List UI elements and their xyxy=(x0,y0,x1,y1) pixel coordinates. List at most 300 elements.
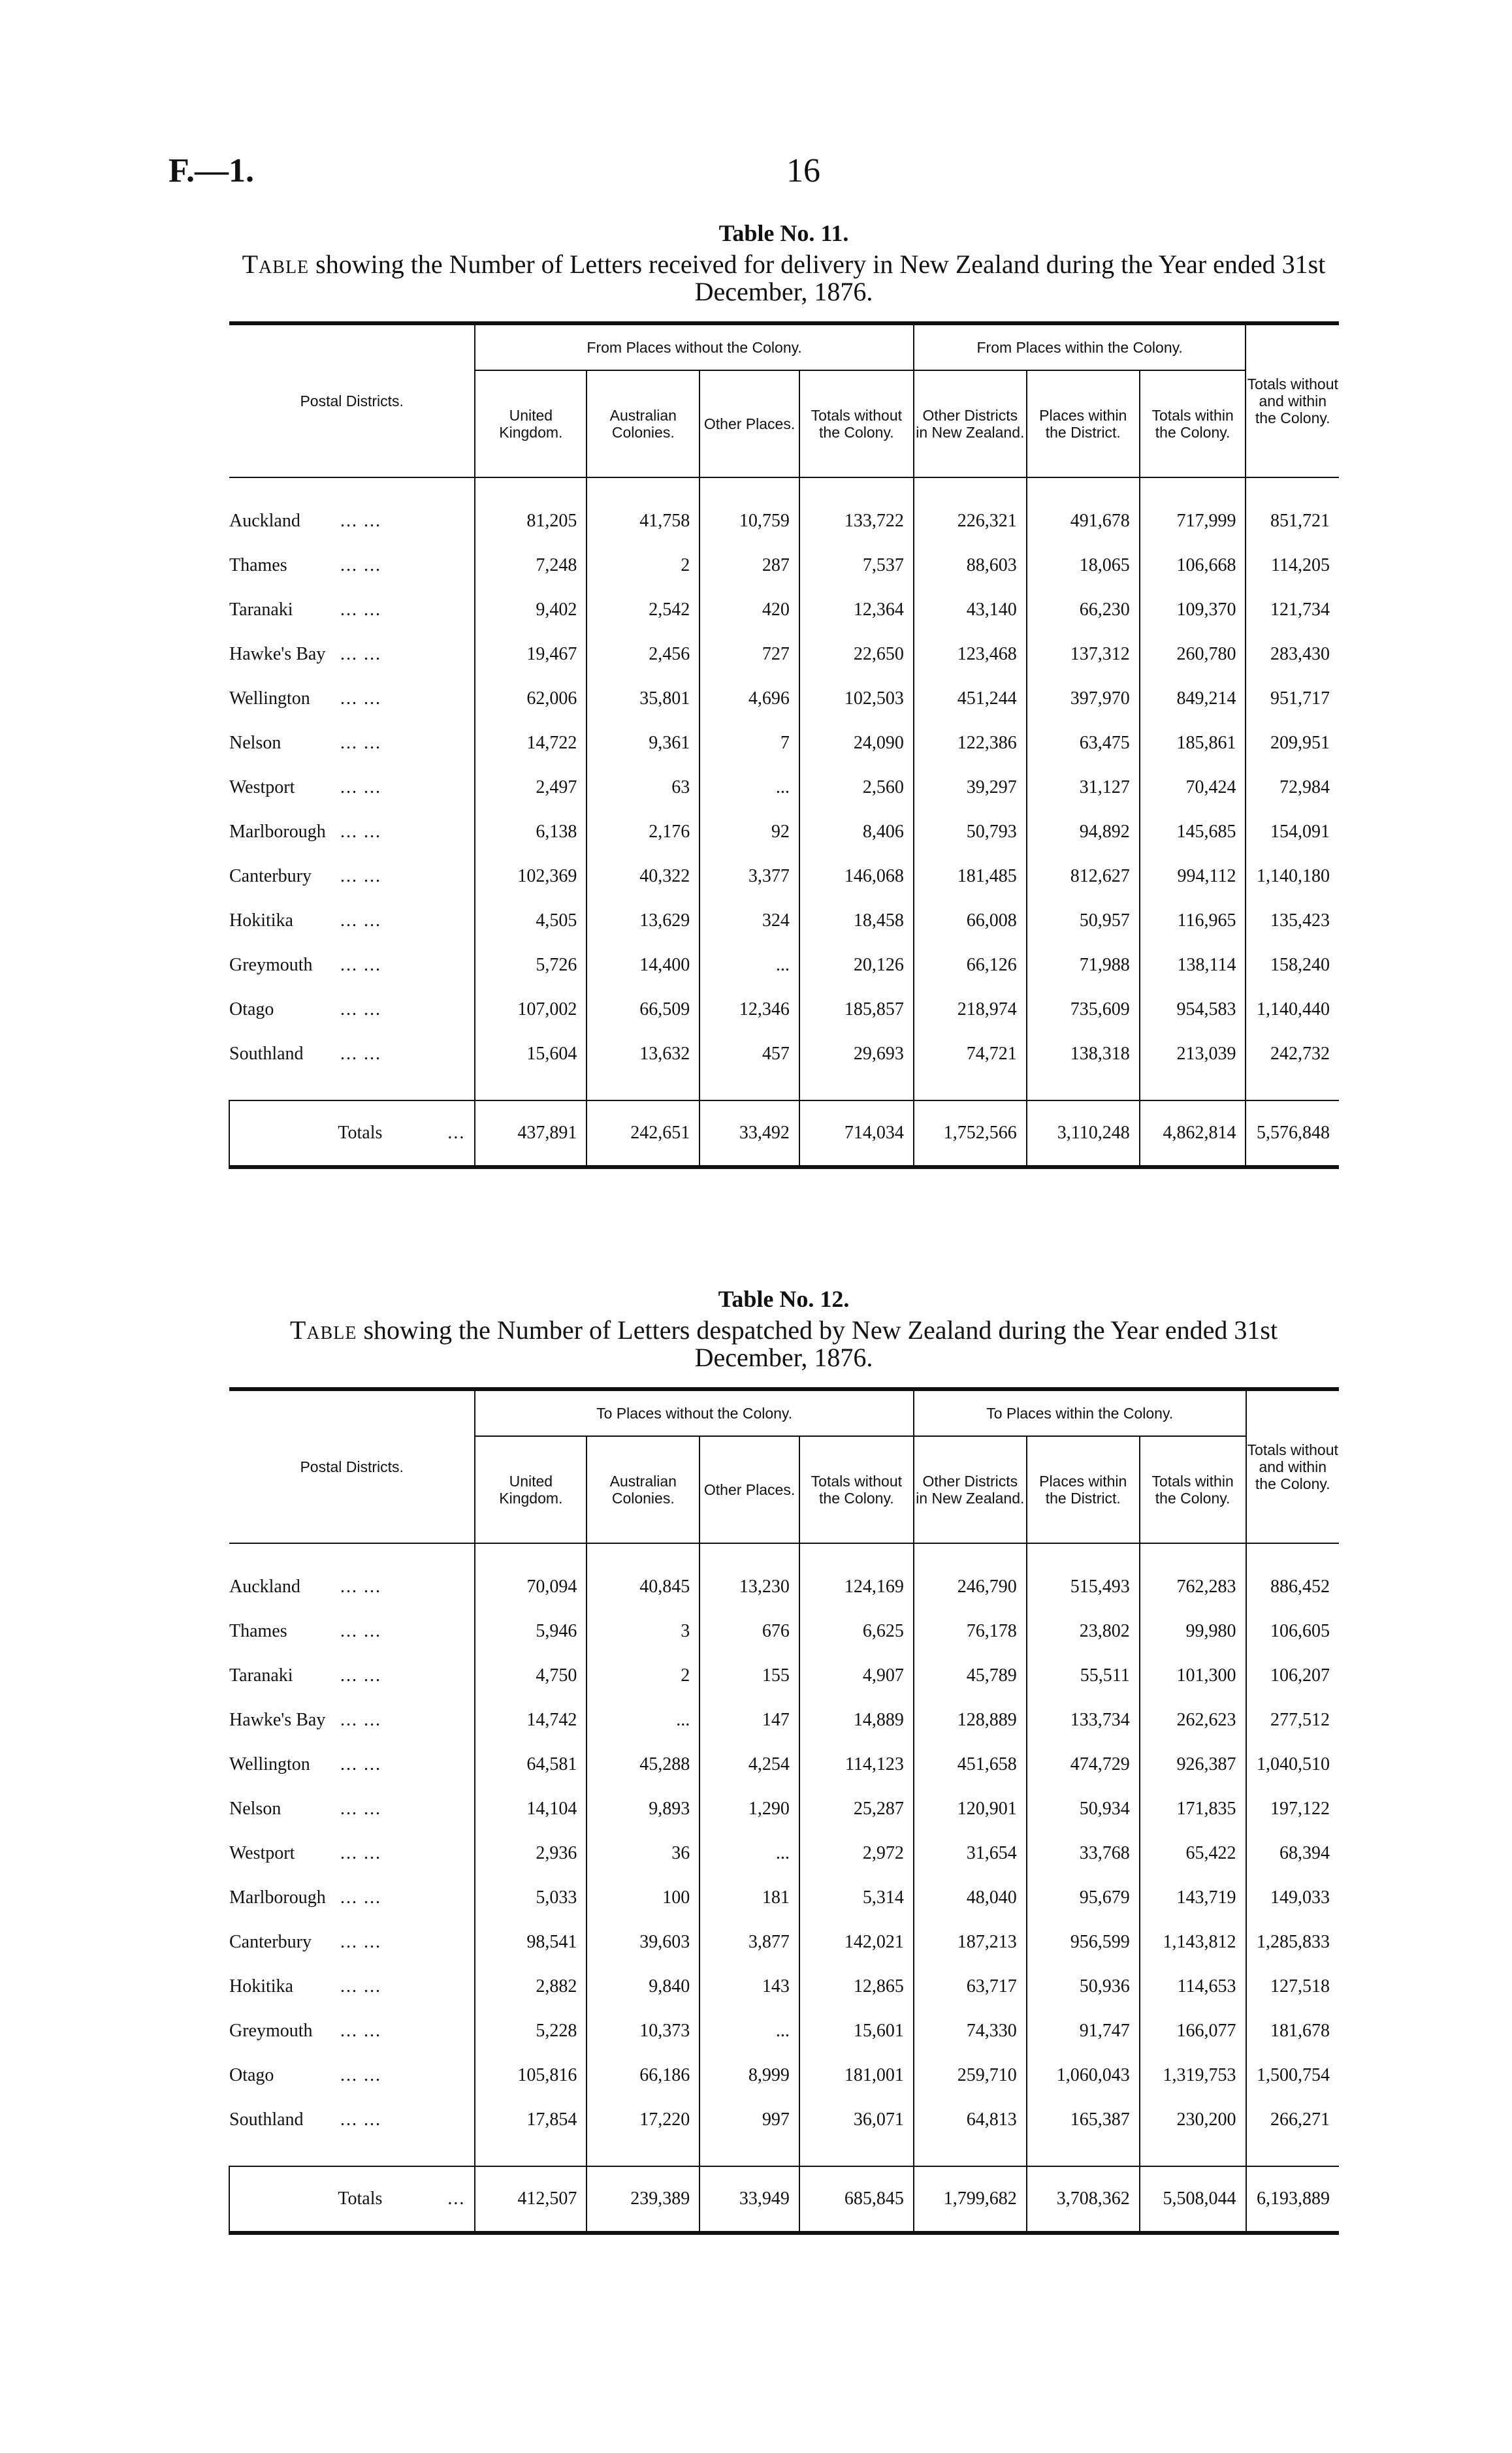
table-row xyxy=(229,943,1339,987)
leader-dots: ... ... xyxy=(340,733,381,753)
cell-other-districts: 48,040 xyxy=(914,1876,1027,1920)
cell-united-kingdom: 6,138 xyxy=(475,810,587,854)
district-cell xyxy=(229,632,475,677)
cell-totals-within: 101,300 xyxy=(1140,1654,1246,1698)
table-row xyxy=(229,1032,1339,1076)
cell-totals-within: 143,719 xyxy=(1140,1876,1246,1920)
cell-places-within-district: 18,065 xyxy=(1027,543,1140,588)
cell-places-within-district: 63,475 xyxy=(1027,721,1140,765)
table-row xyxy=(229,1964,1339,2009)
cell-places-within-district: 50,934 xyxy=(1027,1787,1140,1831)
cell-totals-without: 8,406 xyxy=(799,810,914,854)
cell-united-kingdom: 14,104 xyxy=(475,1787,587,1831)
cell-places-within-district: 33,768 xyxy=(1027,1831,1140,1876)
district-cell xyxy=(229,854,475,899)
leader-dots: ... ... xyxy=(340,1577,381,1597)
cell-places-within-district: 515,493 xyxy=(1027,1565,1140,1609)
total-places-within-district: 3,110,248 xyxy=(1027,1100,1140,1167)
cell-totals-without: 12,865 xyxy=(799,1964,914,2009)
cell-grand-total: 1,500,754 xyxy=(1246,2053,1340,2098)
cell-totals-within: 138,114 xyxy=(1140,943,1246,987)
cell-grand-total: 277,512 xyxy=(1246,1698,1340,1742)
cell-united-kingdom: 14,742 xyxy=(475,1698,587,1742)
cell-australian-colonies: ... xyxy=(587,1698,700,1742)
cell-places-within-district: 812,627 xyxy=(1027,854,1140,899)
cell-totals-within: 185,861 xyxy=(1140,721,1246,765)
district-name: Hokitika xyxy=(229,1976,293,1996)
leader-dots: ... ... xyxy=(340,644,381,664)
district-cell xyxy=(229,1609,475,1654)
cell-totals-within: 260,780 xyxy=(1140,632,1246,677)
col-places-within-district: Places within the District. xyxy=(1027,1436,1140,1543)
cell-other-districts: 181,485 xyxy=(914,854,1027,899)
cell-other-districts: 50,793 xyxy=(914,810,1027,854)
district-name: Wellington xyxy=(229,1754,310,1774)
cell-totals-within: 114,653 xyxy=(1140,1964,1246,2009)
cell-totals-without: 142,021 xyxy=(799,1920,914,1964)
cell-australian-colonies: 3 xyxy=(587,1609,700,1654)
district-name: Auckland xyxy=(229,511,300,531)
cell-totals-within: 65,422 xyxy=(1140,1831,1246,1876)
district-cell xyxy=(229,765,475,810)
total-totals-without: 714,034 xyxy=(799,1100,914,1167)
leader-dots: ... ... xyxy=(340,1799,381,1819)
cell-united-kingdom: 17,854 xyxy=(475,2098,587,2142)
total-totals-within: 4,862,814 xyxy=(1140,1100,1246,1167)
totals-row xyxy=(229,1100,1339,1167)
cell-totals-within: 230,200 xyxy=(1140,2098,1246,2142)
cell-other-places: 997 xyxy=(700,2098,799,2142)
leader-dots: ... ... xyxy=(340,1754,381,1774)
table-row xyxy=(229,2098,1339,2142)
cell-united-kingdom: 107,002 xyxy=(475,987,587,1032)
cell-australian-colonies: 100 xyxy=(587,1876,700,1920)
cell-united-kingdom: 4,750 xyxy=(475,1654,587,1698)
cell-other-places: 3,377 xyxy=(700,854,799,899)
cell-grand-total: 106,605 xyxy=(1246,1609,1340,1654)
cell-grand-total: 106,207 xyxy=(1246,1654,1340,1698)
district-name: Greymouth xyxy=(229,2021,313,2041)
cell-australian-colonies: 39,603 xyxy=(587,1920,700,1964)
cell-totals-without: 2,972 xyxy=(799,1831,914,1876)
table-12-section xyxy=(229,1285,1339,2235)
cell-grand-total: 209,951 xyxy=(1246,721,1339,765)
leader-dots: ... ... xyxy=(340,2109,381,2130)
cell-totals-within: 70,424 xyxy=(1140,765,1246,810)
cell-other-places: 10,759 xyxy=(700,499,799,543)
cell-grand-total: 1,140,440 xyxy=(1246,987,1339,1032)
leader-dots: ... ... xyxy=(340,999,381,1019)
col-totals-within: Totals within the Colony. xyxy=(1140,1436,1246,1543)
cell-totals-without: 2,560 xyxy=(799,765,914,810)
leader-dots: ... ... xyxy=(340,910,381,931)
district-name: Westport xyxy=(229,777,295,797)
totals-label: Totals xyxy=(338,2188,383,2209)
cell-australian-colonies: 40,322 xyxy=(587,854,700,899)
district-cell xyxy=(229,721,475,765)
cell-totals-within: 954,583 xyxy=(1140,987,1246,1032)
cell-other-districts: 64,813 xyxy=(914,2098,1027,2142)
cell-australian-colonies: 66,509 xyxy=(587,987,700,1032)
leader-dots: ... ... xyxy=(340,2021,381,2041)
letters-table xyxy=(229,1387,1339,2235)
cell-other-places: 287 xyxy=(700,543,799,588)
col-united-kingdom: United Kingdom. xyxy=(475,370,587,477)
district-name: Hokitika xyxy=(229,910,293,931)
total-australian-colonies: 239,389 xyxy=(587,2166,700,2233)
cell-united-kingdom: 2,936 xyxy=(475,1831,587,1876)
cell-australian-colonies: 17,220 xyxy=(587,2098,700,2142)
cell-places-within-district: 1,060,043 xyxy=(1027,2053,1140,2098)
cell-other-places: 12,346 xyxy=(700,987,799,1032)
cell-totals-without: 4,907 xyxy=(799,1654,914,1698)
leader-dots: ... ... xyxy=(340,600,381,620)
cell-other-districts: 74,330 xyxy=(914,2009,1027,2053)
cell-places-within-district: 71,988 xyxy=(1027,943,1140,987)
district-name: Nelson xyxy=(229,1799,281,1819)
table-row xyxy=(229,1831,1339,1876)
cell-other-places: 676 xyxy=(700,1609,799,1654)
cell-australian-colonies: 2,542 xyxy=(587,588,700,632)
district-cell xyxy=(229,677,475,721)
cell-other-places: 13,230 xyxy=(700,1565,799,1609)
table-row xyxy=(229,2009,1339,2053)
cell-totals-without: 24,090 xyxy=(799,721,914,765)
cell-australian-colonies: 2 xyxy=(587,543,700,588)
cell-australian-colonies: 14,400 xyxy=(587,943,700,987)
district-name: Marlborough xyxy=(229,1887,326,1908)
leader-dots: ... xyxy=(447,2188,466,2209)
cell-other-districts: 45,789 xyxy=(914,1654,1027,1698)
cell-united-kingdom: 64,581 xyxy=(475,1742,587,1787)
cell-totals-within: 926,387 xyxy=(1140,1742,1246,1787)
leader-dots: ... ... xyxy=(340,866,381,886)
total-other-districts: 1,799,682 xyxy=(914,2166,1027,2233)
cell-totals-without: 7,537 xyxy=(799,543,914,588)
col-australian-colonies: Australian Colonies. xyxy=(587,370,700,477)
cell-other-places: ... xyxy=(700,1831,799,1876)
cell-totals-without: 6,625 xyxy=(799,1609,914,1654)
cell-places-within-district: 138,318 xyxy=(1027,1032,1140,1076)
district-cell xyxy=(229,1032,475,1076)
cell-other-places: 92 xyxy=(700,810,799,854)
document-reference: F.—1. xyxy=(169,152,254,189)
col-united-kingdom: United Kingdom. xyxy=(475,1436,587,1543)
leader-dots: ... ... xyxy=(340,1665,381,1686)
cell-australian-colonies: 36 xyxy=(587,1831,700,1876)
cell-totals-within: 171,835 xyxy=(1140,1787,1246,1831)
cell-places-within-district: 491,678 xyxy=(1027,499,1140,543)
col-grand-totals: Totals without and within the Colony. xyxy=(1246,323,1339,477)
cell-united-kingdom: 14,722 xyxy=(475,721,587,765)
leader-dots: ... xyxy=(447,1123,466,1143)
total-totals-within: 5,508,044 xyxy=(1140,2166,1246,2233)
cell-australian-colonies: 2,176 xyxy=(587,810,700,854)
cell-totals-without: 146,068 xyxy=(799,854,914,899)
cell-other-places: 7 xyxy=(700,721,799,765)
col-other-places: Other Places. xyxy=(700,1436,799,1543)
cell-other-districts: 259,710 xyxy=(914,2053,1027,2098)
table-row xyxy=(229,632,1339,677)
table-row xyxy=(229,765,1339,810)
cell-australian-colonies: 2 xyxy=(587,1654,700,1698)
district-name: Auckland xyxy=(229,1577,300,1597)
district-name: Thames xyxy=(229,555,287,575)
district-name: Canterbury xyxy=(229,1932,312,1952)
district-cell xyxy=(229,1876,475,1920)
cell-other-districts: 187,213 xyxy=(914,1920,1027,1964)
cell-places-within-district: 474,729 xyxy=(1027,1742,1140,1787)
col-other-districts: Other Districts in New Zealand. xyxy=(914,370,1027,477)
leader-dots: ... ... xyxy=(340,1710,381,1730)
cell-totals-without: 102,503 xyxy=(799,677,914,721)
cell-totals-without: 181,001 xyxy=(799,2053,914,2098)
cell-other-places: 8,999 xyxy=(700,2053,799,2098)
total-united-kingdom: 412,507 xyxy=(475,2166,587,2233)
table-row xyxy=(229,588,1339,632)
table-row xyxy=(229,1742,1339,1787)
table-row xyxy=(229,2053,1339,2098)
cell-grand-total: 1,040,510 xyxy=(1246,1742,1340,1787)
cell-totals-within: 116,965 xyxy=(1140,899,1246,943)
cell-totals-without: 5,314 xyxy=(799,1876,914,1920)
district-cell xyxy=(229,987,475,1032)
cell-other-districts: 31,654 xyxy=(914,1831,1027,1876)
col-totals-within: Totals within the Colony. xyxy=(1140,370,1246,477)
cell-other-places: 727 xyxy=(700,632,799,677)
cell-totals-within: 717,999 xyxy=(1140,499,1246,543)
table-row xyxy=(229,1920,1339,1964)
cell-other-districts: 246,790 xyxy=(914,1565,1027,1609)
cell-australian-colonies: 66,186 xyxy=(587,2053,700,2098)
cell-other-districts: 66,008 xyxy=(914,899,1027,943)
col-other-districts: Other Districts in New Zealand. xyxy=(914,1436,1027,1543)
cell-places-within-district: 50,936 xyxy=(1027,1964,1140,2009)
cell-australian-colonies: 41,758 xyxy=(587,499,700,543)
total-grand-total: 5,576,848 xyxy=(1246,1100,1339,1167)
district-cell xyxy=(229,2098,475,2142)
cell-totals-without: 14,889 xyxy=(799,1698,914,1742)
cell-other-places: 181 xyxy=(700,1876,799,1920)
cell-other-districts: 123,468 xyxy=(914,632,1027,677)
cell-other-places: 457 xyxy=(700,1032,799,1076)
cell-grand-total: 68,394 xyxy=(1246,1831,1340,1876)
cell-totals-without: 18,458 xyxy=(799,899,914,943)
cell-grand-total: 127,518 xyxy=(1246,1964,1340,2009)
cell-other-districts: 39,297 xyxy=(914,765,1027,810)
district-name: Marlborough xyxy=(229,822,326,842)
group-without-colony: From Places without the Colony. xyxy=(475,323,913,370)
cell-places-within-district: 55,511 xyxy=(1027,1654,1140,1698)
cell-grand-total: 158,240 xyxy=(1246,943,1339,987)
cell-totals-without: 15,601 xyxy=(799,2009,914,2053)
leader-dots: ... ... xyxy=(340,1976,381,1996)
cell-other-districts: 76,178 xyxy=(914,1609,1027,1654)
cell-places-within-district: 137,312 xyxy=(1027,632,1140,677)
cell-other-places: 324 xyxy=(700,899,799,943)
district-cell xyxy=(229,1787,475,1831)
col-other-places: Other Places. xyxy=(700,370,799,477)
totals-label: Totals xyxy=(338,1123,383,1143)
cell-totals-within: 166,077 xyxy=(1140,2009,1246,2053)
cell-united-kingdom: 9,402 xyxy=(475,588,587,632)
cell-totals-within: 762,283 xyxy=(1140,1565,1246,1609)
cell-australian-colonies: 9,840 xyxy=(587,1964,700,2009)
cell-grand-total: 1,285,833 xyxy=(1246,1920,1340,1964)
cell-grand-total: 266,271 xyxy=(1246,2098,1340,2142)
leader-dots: ... ... xyxy=(340,1887,381,1908)
cell-united-kingdom: 7,248 xyxy=(475,543,587,588)
cell-other-districts: 63,717 xyxy=(914,1964,1027,2009)
cell-totals-within: 213,039 xyxy=(1140,1032,1246,1076)
leader-dots: ... ... xyxy=(340,955,381,975)
cell-australian-colonies: 13,632 xyxy=(587,1032,700,1076)
table-row xyxy=(229,1654,1339,1698)
district-name: Hawke's Bay xyxy=(229,644,326,664)
cell-places-within-district: 133,734 xyxy=(1027,1698,1140,1742)
cell-totals-without: 29,693 xyxy=(799,1032,914,1076)
leader-dots: ... ... xyxy=(340,1932,381,1952)
col-totals-without: Totals without the Colony. xyxy=(799,370,914,477)
cell-grand-total: 951,717 xyxy=(1246,677,1339,721)
cell-grand-total: 72,984 xyxy=(1246,765,1339,810)
col-postal-districts: Postal Districts. xyxy=(229,323,475,477)
district-cell xyxy=(229,2053,475,2098)
cell-other-places: 143 xyxy=(700,1964,799,2009)
table-title: Table No. 11. xyxy=(718,220,849,246)
table-11-section xyxy=(229,219,1339,1169)
cell-united-kingdom: 2,497 xyxy=(475,765,587,810)
cell-united-kingdom: 19,467 xyxy=(475,632,587,677)
total-other-places: 33,492 xyxy=(700,1100,799,1167)
table-row xyxy=(229,499,1339,543)
district-cell xyxy=(229,1742,475,1787)
district-cell xyxy=(229,1920,475,1964)
cell-other-districts: 226,321 xyxy=(914,499,1027,543)
leader-dots: ... ... xyxy=(340,511,381,531)
cell-australian-colonies: 40,845 xyxy=(587,1565,700,1609)
table-row xyxy=(229,987,1339,1032)
table-caption xyxy=(242,251,1326,306)
cell-united-kingdom: 2,882 xyxy=(475,1964,587,2009)
cell-totals-without: 124,169 xyxy=(799,1565,914,1609)
group-within-colony: From Places within the Colony. xyxy=(914,323,1246,370)
cell-other-places: 3,877 xyxy=(700,1920,799,1964)
total-united-kingdom: 437,891 xyxy=(475,1100,587,1167)
district-name: Southland xyxy=(229,2109,304,2130)
district-cell xyxy=(229,1565,475,1609)
district-name: Greymouth xyxy=(229,955,313,975)
cell-other-districts: 122,386 xyxy=(914,721,1027,765)
cell-australian-colonies: 35,801 xyxy=(587,677,700,721)
group-without-colony: To Places without the Colony. xyxy=(475,1389,913,1436)
cell-grand-total: 114,205 xyxy=(1246,543,1339,588)
district-name: Thames xyxy=(229,1621,287,1641)
caption-text: showing the Number of Letters despatched by New Zealand during the Year ended 31st December, 1876. xyxy=(363,1315,1278,1372)
cell-united-kingdom: 5,946 xyxy=(475,1609,587,1654)
total-other-places: 33,949 xyxy=(700,2166,799,2233)
total-australian-colonies: 242,651 xyxy=(587,1100,700,1167)
cell-grand-total: 242,732 xyxy=(1246,1032,1339,1076)
cell-places-within-district: 397,970 xyxy=(1027,677,1140,721)
cell-grand-total: 121,734 xyxy=(1246,588,1339,632)
cell-united-kingdom: 98,541 xyxy=(475,1920,587,1964)
totals-row xyxy=(229,2166,1339,2233)
cell-places-within-district: 956,599 xyxy=(1027,1920,1140,1964)
cell-totals-within: 106,668 xyxy=(1140,543,1246,588)
district-cell xyxy=(229,1831,475,1876)
caption-lead: Table xyxy=(289,1315,357,1345)
cell-other-districts: 451,658 xyxy=(914,1742,1027,1787)
col-australian-colonies: Australian Colonies. xyxy=(587,1436,700,1543)
cell-united-kingdom: 4,505 xyxy=(475,899,587,943)
cell-other-places: 147 xyxy=(700,1698,799,1742)
cell-other-places: 420 xyxy=(700,588,799,632)
leader-dots: ... ... xyxy=(340,2065,381,2085)
cell-grand-total: 851,721 xyxy=(1246,499,1339,543)
table-row xyxy=(229,721,1339,765)
totals-label-cell xyxy=(229,1100,475,1167)
district-cell xyxy=(229,1964,475,2009)
district-cell xyxy=(229,588,475,632)
total-totals-without: 685,845 xyxy=(799,2166,914,2233)
table-row xyxy=(229,810,1339,854)
cell-totals-within: 849,214 xyxy=(1140,677,1246,721)
cell-grand-total: 197,122 xyxy=(1246,1787,1340,1831)
total-other-districts: 1,752,566 xyxy=(914,1100,1027,1167)
district-name: Taranaki xyxy=(229,1665,293,1686)
cell-other-districts: 43,140 xyxy=(914,588,1027,632)
cell-totals-within: 1,319,753 xyxy=(1140,2053,1246,2098)
cell-other-places: 155 xyxy=(700,1654,799,1698)
page-number: 16 xyxy=(786,152,820,189)
leader-dots: ... ... xyxy=(340,688,381,709)
group-within-colony: To Places within the Colony. xyxy=(914,1389,1246,1436)
col-places-within-district: Places within the District. xyxy=(1027,370,1140,477)
cell-other-places: 4,696 xyxy=(700,677,799,721)
district-name: Nelson xyxy=(229,733,281,753)
cell-totals-without: 114,123 xyxy=(799,1742,914,1787)
cell-grand-total: 886,452 xyxy=(1246,1565,1340,1609)
leader-dots: ... ... xyxy=(340,1843,381,1863)
cell-places-within-district: 735,609 xyxy=(1027,987,1140,1032)
cell-totals-within: 99,980 xyxy=(1140,1609,1246,1654)
district-cell xyxy=(229,2009,475,2053)
table-row xyxy=(229,1876,1339,1920)
cell-totals-without: 25,287 xyxy=(799,1787,914,1831)
cell-other-districts: 451,244 xyxy=(914,677,1027,721)
cell-totals-without: 20,126 xyxy=(799,943,914,987)
district-name: Westport xyxy=(229,1843,295,1863)
cell-australian-colonies: 45,288 xyxy=(587,1742,700,1787)
caption-lead: Table xyxy=(242,249,310,279)
cell-other-places: ... xyxy=(700,2009,799,2053)
cell-other-places: ... xyxy=(700,943,799,987)
cell-totals-without: 185,857 xyxy=(799,987,914,1032)
cell-grand-total: 149,033 xyxy=(1246,1876,1340,1920)
district-cell xyxy=(229,1654,475,1698)
cell-united-kingdom: 5,228 xyxy=(475,2009,587,2053)
total-grand-total: 6,193,889 xyxy=(1246,2166,1340,2233)
cell-united-kingdom: 81,205 xyxy=(475,499,587,543)
district-name: Otago xyxy=(229,2065,274,2085)
district-cell xyxy=(229,899,475,943)
cell-totals-within: 262,623 xyxy=(1140,1698,1246,1742)
cell-other-districts: 218,974 xyxy=(914,987,1027,1032)
cell-united-kingdom: 70,094 xyxy=(475,1565,587,1609)
table-row xyxy=(229,1698,1339,1742)
cell-places-within-district: 23,802 xyxy=(1027,1609,1140,1654)
